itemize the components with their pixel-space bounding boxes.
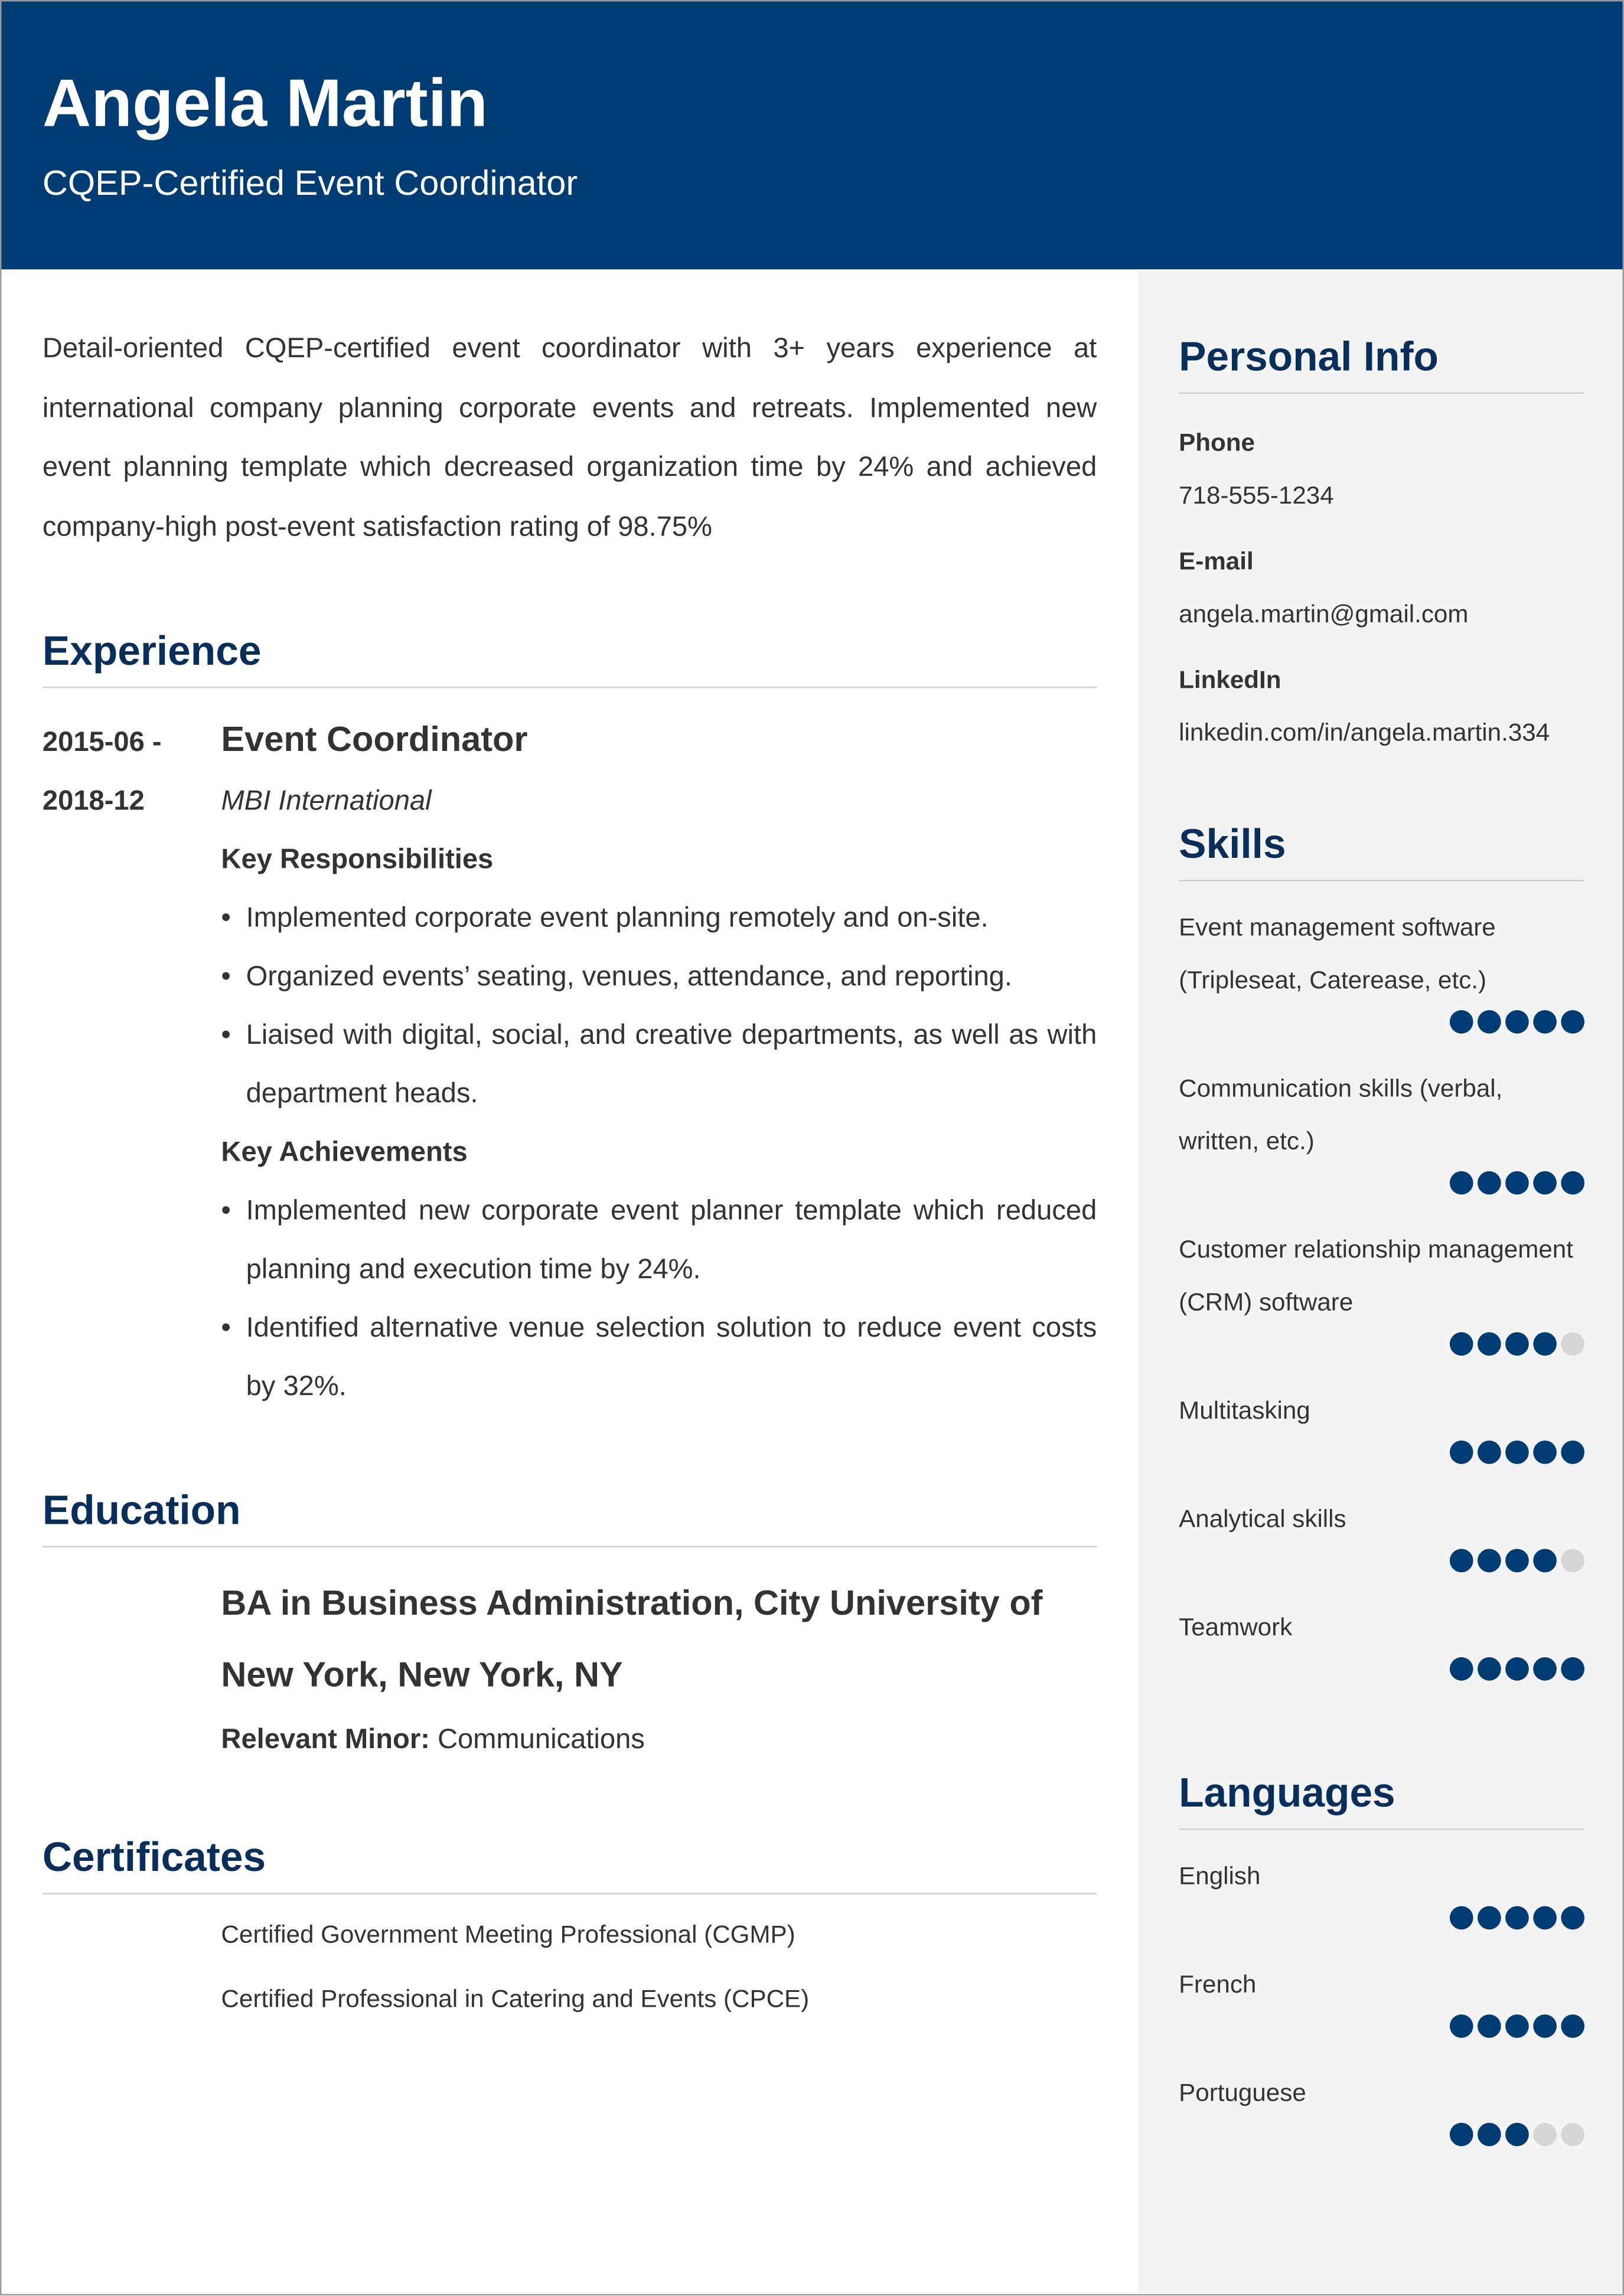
rating-dot-filled bbox=[1505, 1171, 1529, 1195]
personal-info-heading: Personal Info bbox=[1179, 334, 1584, 394]
rating-dot-filled bbox=[1478, 1441, 1501, 1464]
rating-dot-filled bbox=[1533, 1441, 1557, 1464]
list-item: • Identified alternative venue selection solution to reduce event costs by 32%. bbox=[246, 1300, 1097, 1417]
candidate-title: CQEP-Certified Event Coordinator bbox=[42, 164, 578, 204]
responsibilities-heading: Key Responsibilities bbox=[221, 844, 494, 876]
rating-dot-filled bbox=[1478, 1906, 1501, 1930]
rating-dot-filled bbox=[1505, 1332, 1529, 1356]
language-name: French bbox=[1179, 1970, 1257, 1998]
rating-dot-filled bbox=[1478, 1010, 1501, 1034]
list-item: • Implemented new corporate event planner template which reduced planning and execution time by 24%. bbox=[246, 1183, 1097, 1300]
experience-dates bbox=[43, 714, 221, 1417]
main-column bbox=[43, 321, 1097, 2032]
rating-dot-filled bbox=[1505, 2123, 1529, 2147]
certificate-item: Certified Professional in Catering and Events (CPCE) bbox=[221, 1985, 810, 2013]
email-value[interactable]: angela.martin@gmail.com bbox=[1179, 600, 1469, 628]
rating-dot-filled bbox=[1450, 1906, 1473, 1930]
rating-dot-empty bbox=[1561, 1332, 1584, 1356]
rating-dot-filled bbox=[1533, 1010, 1557, 1034]
languages-section bbox=[1179, 1770, 1584, 2176]
candidate-name: Angela Martin bbox=[42, 64, 488, 141]
rating-dot-empty bbox=[1533, 2123, 1557, 2147]
skill-name: Customer relationship management (CRM) software bbox=[1179, 1235, 1573, 1317]
rating-dots bbox=[1179, 1549, 1584, 1573]
phone-label: Phone bbox=[1179, 429, 1255, 457]
rating-dot-filled bbox=[1450, 1010, 1473, 1034]
date-end: 2018-12 bbox=[42, 786, 145, 817]
rating-dot-filled bbox=[1450, 2123, 1473, 2147]
company: MBI International bbox=[221, 786, 432, 817]
skill-name: Multitasking bbox=[1179, 1396, 1310, 1425]
skill-name: Communication skills (verbal, written, etc.) bbox=[1179, 1074, 1503, 1155]
skill-name: Event management software (Tripleseat, Caterease, etc.) bbox=[1179, 913, 1496, 994]
language-name: Portuguese bbox=[1179, 2079, 1306, 2107]
rating-dot-filled bbox=[1533, 1171, 1557, 1195]
rating-dot-filled bbox=[1533, 1906, 1557, 1930]
language-name: English bbox=[1179, 1862, 1261, 1890]
header bbox=[1, 1, 1622, 269]
rating-dot-filled bbox=[1505, 1549, 1529, 1573]
rating-dot-filled bbox=[1478, 1332, 1501, 1356]
minor: Communications bbox=[429, 1725, 645, 1756]
rating-dot-filled bbox=[1450, 1657, 1473, 1681]
sidebar bbox=[1138, 269, 1623, 2294]
rating-dot-filled bbox=[1478, 2014, 1501, 2038]
rating-dot-filled bbox=[1478, 1549, 1501, 1573]
languages-heading: Languages bbox=[1179, 1770, 1584, 1830]
rating-dot-filled bbox=[1450, 1441, 1473, 1464]
rating-dots bbox=[1179, 1657, 1584, 1681]
skills-heading: Skills bbox=[1179, 821, 1584, 881]
rating-dot-filled bbox=[1561, 1171, 1584, 1195]
rating-dot-filled bbox=[1478, 1657, 1501, 1681]
rating-dot-filled bbox=[1561, 1906, 1584, 1930]
skill-name: Analytical skills bbox=[1179, 1505, 1346, 1533]
education-heading: Education bbox=[43, 1487, 1097, 1547]
rating-dot-filled bbox=[1505, 1441, 1529, 1464]
rating-dot-filled bbox=[1533, 1549, 1557, 1573]
certificate-item: Certified Government Meeting Professional (CGMP) bbox=[221, 1921, 795, 1949]
date-start: 2015-06 - bbox=[42, 727, 162, 759]
skills-list bbox=[1179, 902, 1584, 1680]
rating-dot-empty bbox=[1561, 2123, 1584, 2147]
rating-dot-filled bbox=[1450, 2014, 1473, 2038]
rating-dots bbox=[1179, 1441, 1584, 1464]
rating-dot-filled bbox=[1505, 2014, 1529, 2038]
list-item: • Implemented corporate event planning remotely and on-site. bbox=[246, 890, 1097, 949]
rating-dot-filled bbox=[1450, 1549, 1473, 1573]
rating-dot-filled bbox=[1561, 2014, 1584, 2038]
rating-dot-empty bbox=[1561, 1549, 1584, 1573]
rating-dots bbox=[1179, 1906, 1584, 1930]
rating-dot-filled bbox=[1450, 1171, 1473, 1195]
rating-dot-filled bbox=[1533, 1657, 1557, 1681]
minor-label: Relevant Minor: bbox=[221, 1725, 430, 1756]
achievements-heading: Key Achievements bbox=[221, 1137, 468, 1168]
personal-info-section bbox=[1179, 334, 1584, 773]
rating-dot-filled bbox=[1450, 1332, 1473, 1356]
rating-dot-filled bbox=[1533, 2014, 1557, 2038]
list-item: • Organized events’ seating, venues, attendance, and reporting. bbox=[246, 949, 1097, 1007]
rating-dot-filled bbox=[1478, 1171, 1501, 1195]
linkedin-value[interactable]: linkedin.com/in/angela.martin.334 bbox=[1179, 718, 1550, 747]
skills-section bbox=[1179, 821, 1584, 1710]
rating-dot-filled bbox=[1505, 1906, 1529, 1930]
achievements-list bbox=[221, 1183, 1097, 1418]
rating-dot-filled bbox=[1533, 1332, 1557, 1356]
rating-dot-filled bbox=[1505, 1010, 1529, 1034]
email-label: E-mail bbox=[1179, 547, 1254, 576]
job-title: Event Coordinator bbox=[221, 720, 528, 760]
linkedin-label: LinkedIn bbox=[1179, 666, 1281, 694]
rating-dot-filled bbox=[1505, 1657, 1529, 1681]
experience-heading: Experience bbox=[43, 628, 1097, 688]
phone-value: 718-555-1234 bbox=[1179, 481, 1334, 510]
rating-dots bbox=[1179, 2123, 1584, 2147]
certificates-heading: Certificates bbox=[43, 1834, 1097, 1895]
list-item: • Liaised with digital, social, and creative departments, as well as with department heads. bbox=[246, 1007, 1097, 1124]
rating-dot-filled bbox=[1561, 1441, 1584, 1464]
skill-name: Teamwork bbox=[1179, 1613, 1293, 1641]
rating-dots bbox=[1179, 1171, 1584, 1195]
degree: BA in Business Administration, City University of New York, New York, NY bbox=[221, 1584, 1043, 1696]
rating-dots bbox=[1179, 2014, 1584, 2038]
summary: Detail-oriented CQEP-certified event coordinator with 3+ years experience at international company planning corporate events and retreats. Implemented new event planning template which decreased organization time by 24% and achieved company-high post-event satisfaction rating of 98.75% bbox=[42, 334, 1097, 543]
responsibilities-list bbox=[221, 890, 1097, 1125]
rating-dot-filled bbox=[1561, 1010, 1584, 1034]
rating-dot-filled bbox=[1561, 1657, 1584, 1681]
rating-dots bbox=[1179, 1010, 1584, 1034]
rating-dots bbox=[1179, 1332, 1584, 1356]
rating-dot-filled bbox=[1478, 2123, 1501, 2147]
languages-list bbox=[1179, 1850, 1584, 2146]
experience-entry bbox=[43, 714, 1097, 1417]
